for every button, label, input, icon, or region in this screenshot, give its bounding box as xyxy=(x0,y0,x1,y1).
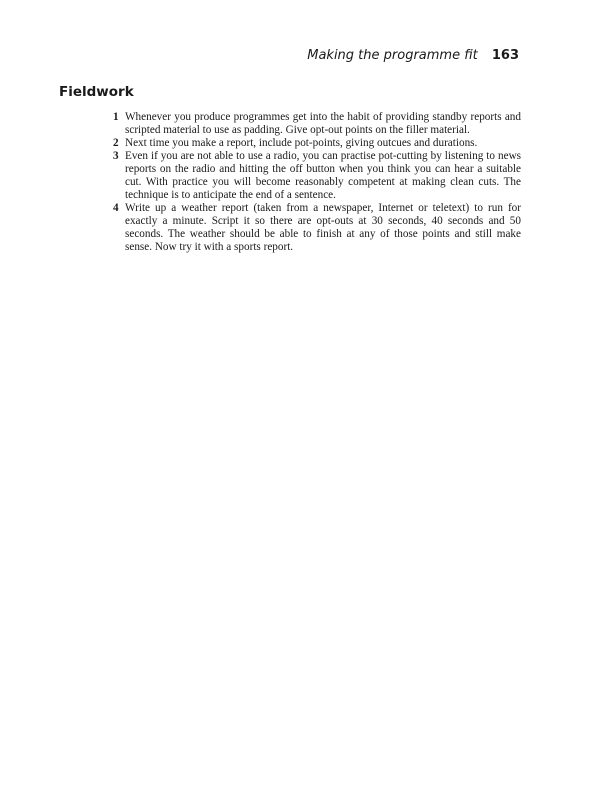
exercise-text: Write up a weather report (taken from a newspaper, Internet or teletext) to run for exactly a minute. Script it so there are opt-outs at 30 seconds, 40 seconds and 50 seconds. The weather should be able to finish at any of those points and still make sense. Now try it with a sports report. xyxy=(125,202,521,253)
exercise-text: Whenever you produce programmes get into the habit of providing standby reports and scripted material to use as padding. Give opt-out points on the filler material. xyxy=(125,111,521,136)
exercise-number: 1 xyxy=(113,111,119,123)
exercise-number: 2 xyxy=(113,137,119,149)
running-head xyxy=(307,48,519,64)
page-number: 163 xyxy=(491,48,519,63)
exercise-item xyxy=(113,202,521,254)
exercise-item xyxy=(113,137,521,150)
exercise-text: Even if you are not able to use a radio, you can practise pot-cutting by listening to news reports on the radio and hitting the off button when you think you can hear a suitable cut. With practice you will become reasonably competent at making clean cuts. The technique is to anticipate the end of a sentence. xyxy=(125,150,521,201)
exercise-list xyxy=(113,111,521,254)
section-heading: Fieldwork xyxy=(59,84,134,100)
exercise-number: 4 xyxy=(113,202,119,214)
exercise-item xyxy=(113,150,521,202)
running-head-chapter-title: Making the programme fit xyxy=(307,48,478,63)
exercise-text: Next time you make a report, include pot-points, giving outcues and durations. xyxy=(125,137,478,149)
exercise-number: 3 xyxy=(113,150,119,162)
exercise-item xyxy=(113,111,521,137)
